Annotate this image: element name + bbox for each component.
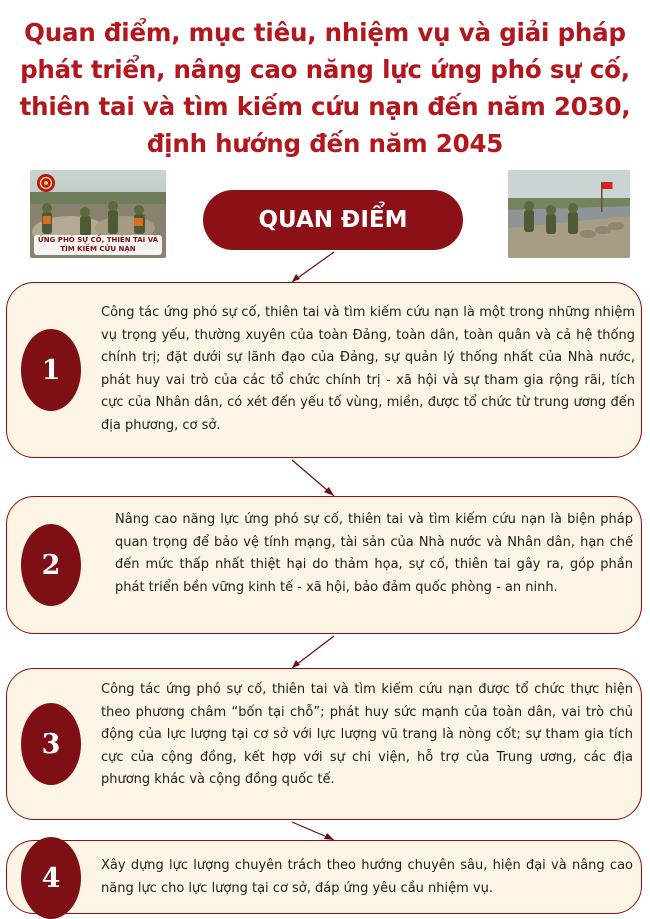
page-title: Quan điểm, mục tiêu, nhiệm vụ và giải pháp phát triển, nâng cao năng lực ứng phó sự cố, thiên tai và tìm kiếm cứu nạn đến năm 2030, định hướng đến năm 2045	[19, 18, 631, 158]
point-card-4	[6, 840, 642, 914]
point-text: Xây dựng lực lượng chuyên trách theo hướng chuyên sâu, hiện đại và nâng cao năng lực cho lực lượng tại cơ sở, đáp ứng yêu cầu nhiệm vụ.	[101, 858, 633, 896]
point-number: 2	[21, 524, 81, 606]
arrow-3-to-4	[292, 822, 334, 840]
point-number: 3	[21, 703, 81, 785]
point-number: 4	[21, 837, 81, 919]
section-heading: QUAN ĐIỂM	[203, 190, 463, 250]
point-text: Nâng cao năng lực ứng phó sự cố, thiên tai và tìm kiếm cứu nạn là biện pháp quan trọng để bảo vệ tính mạng, tài sản của Nhà nước và Nhân dân, hạn chế đến mức thấp nhất thiệt hại do thảm họa, sự cố, thiên tai gây ra, góp phần phát triển bền vững kinh tế - xã hội, bảo đảm quốc phòng - an ninh.	[115, 512, 633, 595]
arrow-2-to-3	[292, 636, 334, 668]
point-card-2	[6, 496, 642, 634]
arrow-1-to-2	[292, 460, 334, 496]
levee-workers-image	[508, 170, 630, 258]
point-card-3	[6, 668, 642, 820]
rescue-photo-left	[30, 170, 166, 258]
rescue-photo-right	[508, 170, 630, 258]
point-number: 1	[21, 329, 81, 411]
point-text: Công tác ứng phó sự cố, thiên tai và tìm kiếm cứu nạn là một trong những nhiệm vụ trọng yếu, thường xuyên của toàn Đảng, toàn dân, toàn quân và cả hệ thống chính trị; đặt dưới sự lãnh đạo của Đảng, sự quản lý thống nhất của Nhà nước, phát huy vai trò của các tổ chức chính trị - xã hội và sự tham gia rộng rãi, tích cực của Nhân dân, có xét đến yếu tố vùng, miền, được tổ chức từ trung ương đến địa phương, cơ sở.	[101, 305, 635, 433]
point-card-1	[6, 282, 642, 458]
point-text: Công tác ứng phó sự cố, thiên tai và tìm kiếm cứu nạn được tổ chức thực hiện theo phương châm “bốn tại chỗ”; phát huy sức mạnh của toàn dân, vai trò chủ động của lực lượng tại cơ sở với lực lượng vũ trang là nòng cốt; sự tham gia tích cực của cộng đồng, kết hợp với sự chi viện, hỗ trợ của Trung ương, các địa phương khác và cộng đồng quốc tế.	[101, 682, 633, 787]
flag-icon	[603, 182, 613, 189]
photo-caption: ỨNG PHÓ SỰ CỐ, THIÊN TAI VÀ TÌM KIẾM CỨU NẠN	[34, 235, 162, 255]
logo-icon	[37, 174, 55, 192]
arrow-heading-to-1	[292, 252, 334, 282]
